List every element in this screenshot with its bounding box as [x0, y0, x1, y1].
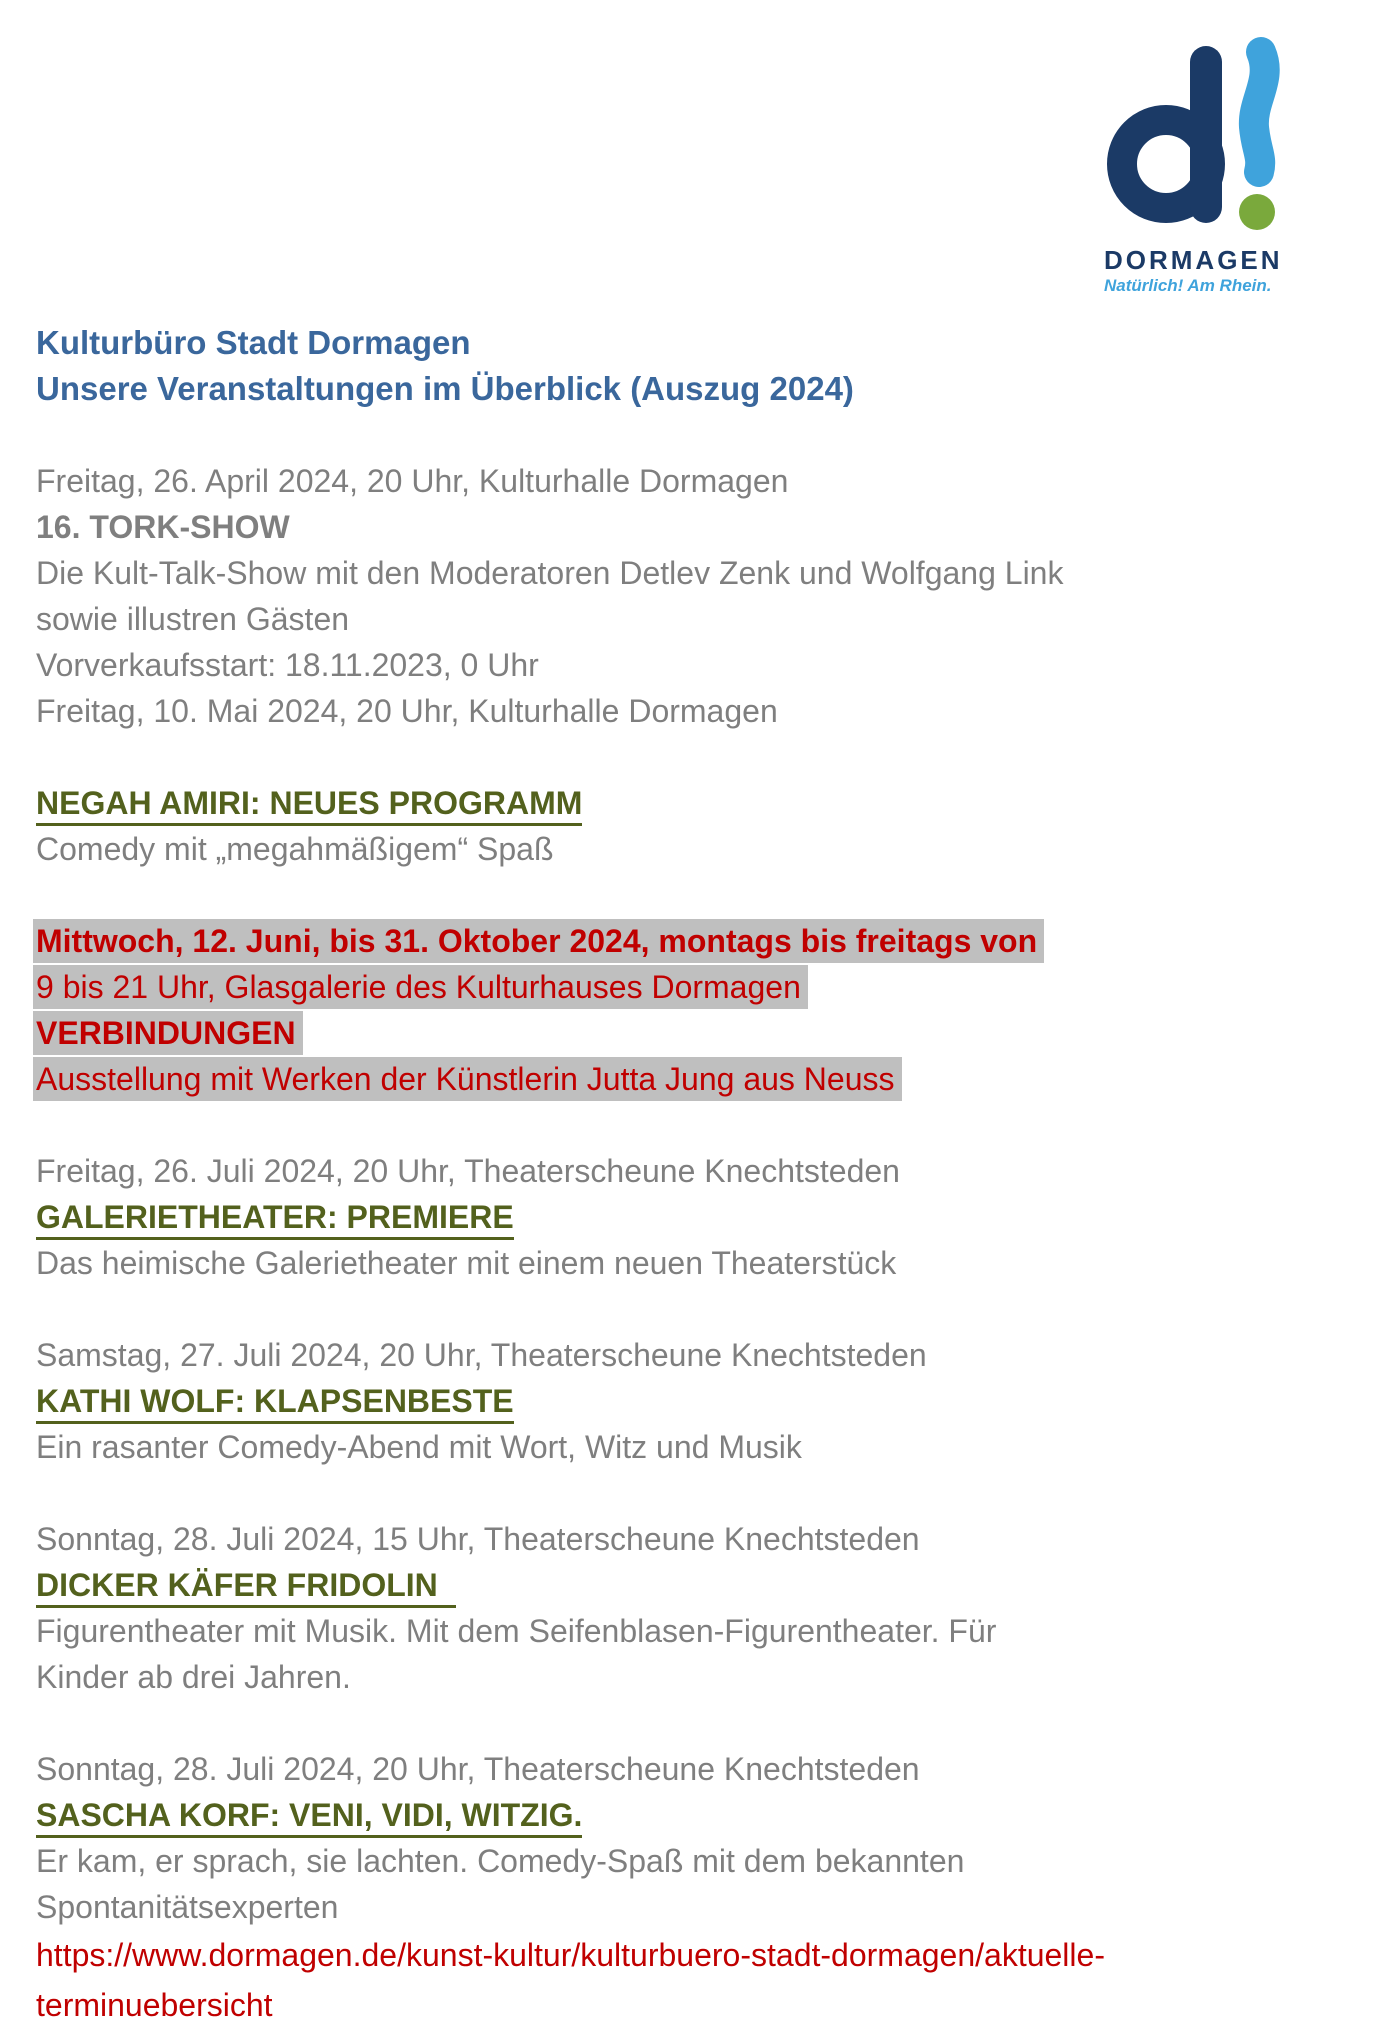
page-title-line2: Unsere Veranstaltungen im Überblick (Auszug 2024) — [36, 370, 854, 407]
event-date: Freitag, 26. Juli 2024, 20 Uhr, Theaterscheune Knechtsteden — [36, 1153, 900, 1189]
event-block-galerietheater — [36, 1148, 1336, 1286]
event-block-kathi-wolf — [36, 1332, 1336, 1470]
event-block-dicker-kaefer — [36, 1516, 1336, 1700]
terminuebersicht-link[interactable] — [36, 1930, 1336, 2030]
event-title: DICKER KÄFER FRIDOLIN — [36, 1566, 456, 1608]
highlighted-event-title: VERBINDUNGEN — [33, 1011, 303, 1055]
logo-tagline: Natürlich! Am Rhein. — [1104, 276, 1272, 295]
event-date: Freitag, 10. Mai 2024, 20 Uhr, Kulturhalle Dormagen — [36, 693, 778, 729]
event-description: Figurentheater mit Musik. Mit dem Seifenblasen-Figurentheater. Für — [36, 1613, 997, 1649]
logo-wordmark: DORMAGEN — [1104, 245, 1283, 275]
event-date: Sonntag, 28. Juli 2024, 15 Uhr, Theaterscheune Knechtsteden — [36, 1521, 920, 1557]
event-presale-info: Vorverkaufsstart: 18.11.2023, 0 Uhr — [36, 647, 539, 683]
event-title: SASCHA KORF: VENI, VIDI, WITZIG. — [36, 1796, 582, 1838]
event-date: Freitag, 26. April 2024, 20 Uhr, Kulturhalle Dormagen — [36, 463, 789, 499]
event-block-verbindungen — [36, 918, 1336, 1102]
event-description: Kinder ab drei Jahren. — [36, 1659, 351, 1695]
event-date: Sonntag, 28. Juli 2024, 20 Uhr, Theaterscheune Knechtsteden — [36, 1751, 920, 1787]
event-description: Die Kult-Talk-Show mit den Moderatoren Detlev Zenk und Wolfgang Link — [36, 555, 1064, 591]
page-title — [36, 320, 1336, 412]
highlighted-event-date: Mittwoch, 12. Juni, bis 31. Oktober 2024, montags bis freitags von — [33, 919, 1044, 963]
event-date: Samstag, 27. Juli 2024, 20 Uhr, Theaterscheune Knechtsteden — [36, 1337, 927, 1373]
event-title: 16. TORK-SHOW — [36, 509, 290, 545]
event-title: NEGAH AMIRI: NEUES PROGRAMM — [36, 784, 582, 826]
event-block-tork-show — [36, 458, 1336, 734]
event-block-negah-amiri — [36, 780, 1336, 872]
highlighted-event-description: Ausstellung mit Werken der Künstlerin Jutta Jung aus Neuss — [33, 1057, 902, 1101]
url-line2[interactable]: terminuebersicht — [36, 1987, 273, 2023]
event-title: GALERIETHEATER: PREMIERE — [36, 1198, 514, 1240]
event-description: sowie illustren Gästen — [36, 601, 350, 637]
dormagen-logo — [1103, 32, 1303, 302]
dormagen-logo-icon — [1103, 32, 1288, 237]
page-title-line1: Kulturbüro Stadt Dormagen — [36, 324, 471, 361]
event-title: KATHI WOLF: KLAPSENBESTE — [36, 1382, 514, 1424]
event-description: Er kam, er sprach, sie lachten. Comedy-Spaß mit dem bekannten — [36, 1843, 965, 1879]
event-description: Comedy mit „megahmäßigem“ Spaß — [36, 831, 554, 867]
url-line1[interactable]: https://www.dormagen.de/kunst-kultur/kulturbuero-stadt-dormagen/aktuelle- — [36, 1937, 1105, 1973]
document-content — [36, 320, 1336, 2030]
event-block-sascha-korf — [36, 1746, 1336, 1930]
event-description: Ein rasanter Comedy-Abend mit Wort, Witz und Musik — [36, 1429, 802, 1465]
event-description: Spontanitätsexperten — [36, 1889, 339, 1925]
event-description: Das heimische Galerietheater mit einem neuen Theaterstück — [36, 1245, 897, 1281]
highlighted-event-date: 9 bis 21 Uhr, Glasgalerie des Kulturhauses Dormagen — [33, 965, 808, 1009]
